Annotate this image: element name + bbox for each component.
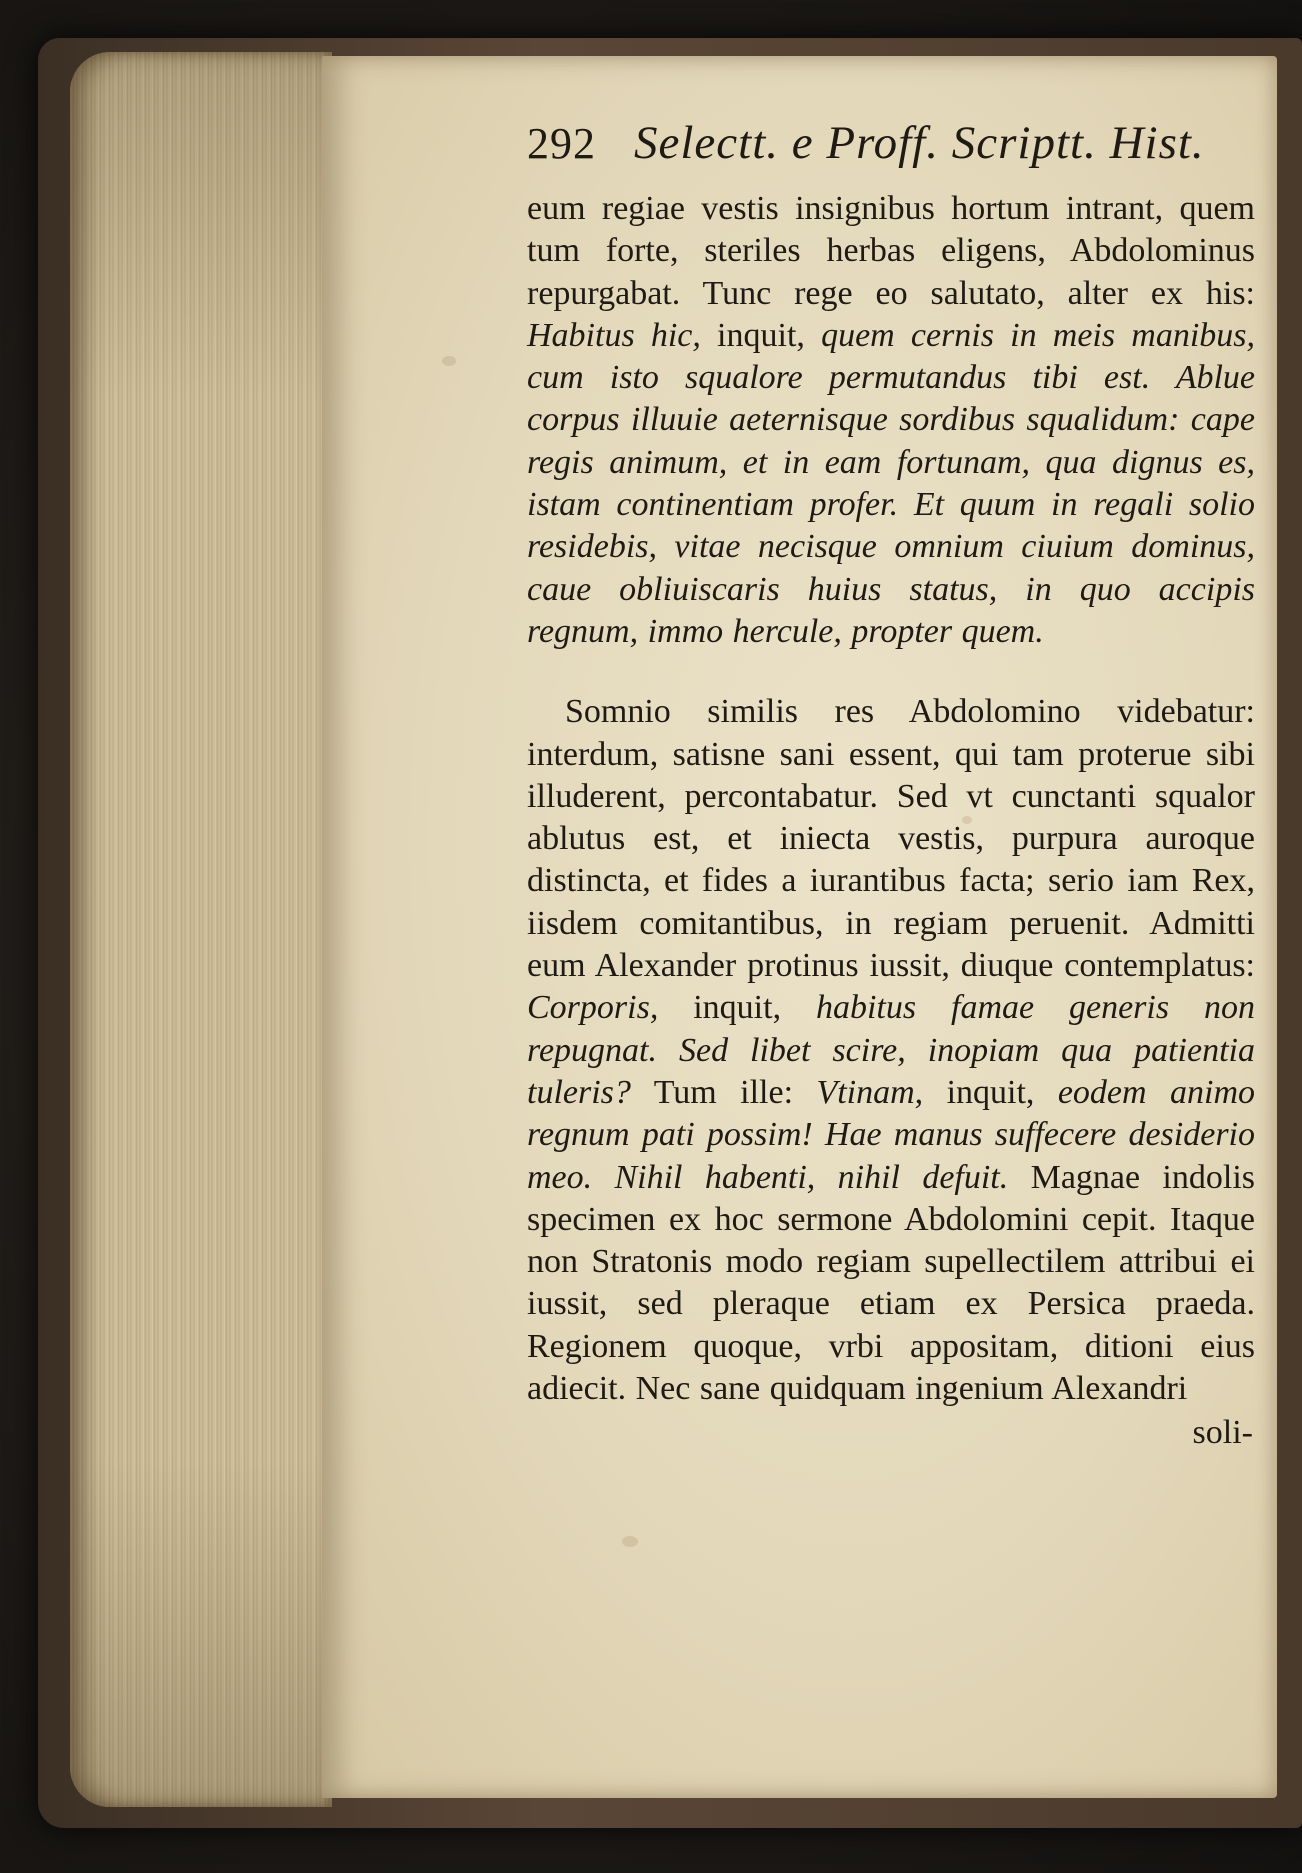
book-page [322, 56, 1277, 1798]
text-run: inquit, [923, 1073, 1058, 1111]
paragraph-1 [527, 188, 1255, 653]
text-run: eum regiae vestis insignibus hortum intrant, quem tum forte, steriles herbas eligens, Abdolominus repurgabat. Tunc rege eo salutato, alter ex his: [527, 190, 1255, 312]
page-number: 292 [527, 119, 596, 168]
foxing-spot [622, 1536, 638, 1547]
text-run: Somnio similis res Abdolomino videbatur: interdum, satisne sani essent, qui tam proterue sibi illuderent, percontabatur. Sed vt cunctanti squalor ablutus est, et iniecta vestis, purpura auroque distincta, et fides a iurantibus facta; serio iam Rex, iisdem comitantibus, in regiam peruenit. Admitti eum Alexander protinus iussit, diuque contemplatus: [527, 693, 1255, 985]
text-run: inquit, [700, 316, 822, 354]
page-block-edges [70, 52, 332, 1807]
text-run: Tum ille: [630, 1073, 817, 1111]
catchword: soli- [1192, 1414, 1253, 1452]
italic-run: quem cernis in meis manibus, cum isto squalore permutandus tibi est. Ablue corpus illuuie aeternisque sordibus squalidum: cape regis animum, et in eam fortunam, qua dignus es, istam continentiam profer. Et quum in regali solio residebis, vitae necisque omnium ciuium dominus, caue obliuiscaris huius status, in quo accipis regnum, immo hercule, propter quem. [527, 316, 1255, 650]
paragraph-2 [527, 691, 1255, 1410]
text-run: inquit, [658, 989, 816, 1027]
italic-run: Corporis, [527, 989, 659, 1027]
text-block [527, 116, 1255, 1452]
running-head-title: Selectt. e Proff. Scriptt. Hist. [634, 117, 1205, 169]
text-run: Magnae indolis specimen ex hoc sermone Abdolomini cepit. Itaque non Stratonis modo regiam supellectilem attribui ei iussit, sed pleraque etiam ex Persica praeda. Regionem quoque, vrbi appositam, ditioni eius adiecit. Nec sane quidquam ingenium Alexandri [527, 1158, 1255, 1408]
italic-run: habitus famae generis non repugnat. Sed libet scire, inopiam qua patientia tuleris? [527, 989, 1255, 1111]
running-head [527, 116, 1255, 188]
foxing-spot [442, 356, 456, 366]
italic-run: eodem animo regnum pati possim! Hae manus suffecere desiderio meo. Nihil habenti, nihil defuit. [527, 1073, 1255, 1196]
italic-run: Habitus hic, [527, 316, 701, 354]
italic-run: Vtinam, [816, 1073, 924, 1111]
